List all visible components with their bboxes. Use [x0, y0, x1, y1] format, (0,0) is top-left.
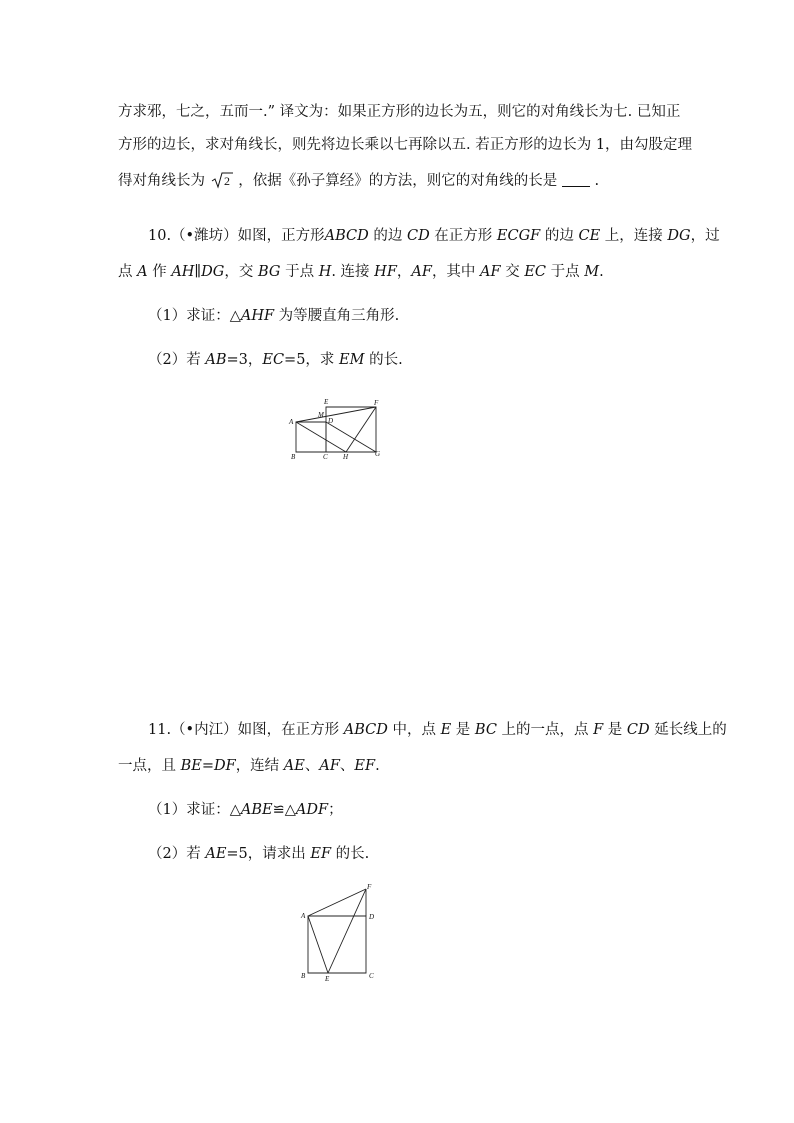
math-cd: CD: [626, 722, 650, 738]
math-adf: ADF: [295, 802, 329, 818]
text: 的长.: [364, 352, 403, 368]
label-b: B: [301, 972, 306, 980]
text: 的长.: [331, 846, 370, 862]
p10-question-1: [148, 306, 399, 326]
text: ，连结: [235, 758, 284, 774]
math-abcd: ABCD: [324, 228, 369, 244]
math-af: AF: [319, 758, 340, 774]
label-c: C: [323, 453, 328, 461]
label-b: B: [291, 453, 296, 461]
square-abcd: [308, 916, 366, 973]
label-f: F: [367, 883, 372, 891]
math-af: AF: [411, 264, 432, 280]
math-ec: EC: [262, 352, 285, 368]
text: 的边: [540, 228, 579, 244]
math-ef: EF: [310, 846, 332, 862]
p9-text-a: 得对角线长为: [118, 173, 205, 189]
segment-af: [308, 889, 366, 916]
math-ahf: AHF: [240, 308, 275, 324]
p9-text-c: .: [594, 173, 600, 189]
text: 于点: [280, 264, 319, 280]
text: =5，求: [284, 352, 340, 368]
text: 作: [147, 264, 172, 280]
label-f: F: [374, 399, 379, 407]
math-bg: BG: [257, 264, 281, 280]
p11-question-1: [148, 800, 343, 820]
label-d: D: [369, 913, 375, 921]
label-h: H: [343, 453, 349, 461]
p9-text-b: ，依据《孙子算经》的方法，则它的对角线的长是: [238, 173, 558, 189]
math-m: M: [584, 264, 600, 280]
label-e: E: [325, 975, 330, 983]
math-ce: CE: [578, 228, 601, 244]
text: ，: [396, 264, 412, 280]
math-f: F: [593, 722, 604, 738]
text: 中，点: [387, 722, 441, 738]
text: .: [375, 758, 380, 774]
text: 交: [500, 264, 525, 280]
text: 在正方形: [429, 228, 497, 244]
text: ，其中: [431, 264, 481, 280]
p9-line-3: [118, 170, 599, 191]
figure-problem-11: [296, 880, 386, 985]
answer-blank: [562, 172, 590, 187]
text: 点: [118, 264, 138, 280]
math-e: E: [440, 722, 452, 738]
segment-ah: [296, 422, 346, 452]
math-ae: AE: [205, 846, 227, 862]
text: 于点: [546, 264, 585, 280]
text: （1）求证：△: [148, 308, 241, 324]
label-g: G: [375, 450, 381, 458]
math-hf: HF: [374, 264, 397, 280]
segment-af: [296, 407, 376, 422]
text: ，交: [224, 264, 258, 280]
text: （2）若: [148, 352, 206, 368]
text: =5，请求出: [226, 846, 311, 862]
math-h: H: [318, 264, 332, 280]
math-ec: EC: [524, 264, 546, 280]
text: . 连接: [331, 264, 375, 280]
text: 为等腰直角三角形.: [274, 308, 400, 324]
math-ae: AE: [283, 758, 305, 774]
segment-ae: [308, 916, 328, 973]
label-d: D: [328, 417, 334, 425]
math-af: AF: [480, 264, 501, 280]
math-be-equals-df: BE=DF: [180, 758, 236, 774]
math-a: A: [137, 264, 148, 280]
p11-question-2: [148, 844, 369, 864]
segment-dg: [326, 422, 376, 452]
label-a: A: [289, 418, 294, 426]
math-ah-parallel-dg: AH∥DG: [171, 264, 225, 280]
math-dg: DG: [667, 228, 691, 244]
text: =3，: [226, 352, 263, 368]
text: （2）若: [148, 846, 206, 862]
figure-problem-10: [288, 396, 398, 468]
math-ef: EF: [354, 758, 376, 774]
math-ab: AB: [205, 352, 227, 368]
text: ，过: [690, 228, 720, 244]
math-ecgf: ECGF: [496, 228, 541, 244]
p9-line-1: 方求邪，七之，五而一.” 译文为：如果正方形的边长为五，则它的对角线长为七. 已知正: [118, 104, 681, 120]
problem-11-number: 11.（•内江）如图，在正方形: [148, 722, 344, 738]
p11-line-1: [148, 720, 727, 740]
p10-line-1: [148, 226, 720, 246]
math-abcd: ABCD: [343, 722, 388, 738]
problem-10-number: 10.（•潍坊）如图，正方形: [148, 228, 325, 244]
text: 一点，且: [118, 758, 181, 774]
label-m: M: [318, 411, 324, 419]
p10-question-2: [148, 350, 403, 370]
label-c: C: [369, 972, 374, 980]
text: 的边: [368, 228, 407, 244]
math-bc: BC: [474, 722, 497, 738]
text: （1）求证：△: [148, 802, 241, 818]
text: 、: [304, 758, 320, 774]
text: ；: [328, 802, 343, 818]
text: 上的一点，点: [496, 722, 594, 738]
math-cd: CD: [406, 228, 430, 244]
sqrt-two-expression: [210, 170, 234, 190]
text: 上，连接: [600, 228, 668, 244]
text: .: [599, 264, 604, 280]
p11-line-2: [118, 756, 380, 776]
p10-line-2: [118, 262, 604, 282]
text: 延长线上的: [649, 722, 727, 738]
text: 、: [339, 758, 355, 774]
label-a: A: [301, 912, 306, 920]
math-em: EM: [339, 352, 365, 368]
p9-line-2: 方形的边长，求对角线长，则先将边长乘以七再除以五. 若正方形的边长为 1，由勾股定理: [118, 137, 693, 153]
text: ≌△: [272, 802, 296, 818]
math-abe: ABE: [240, 802, 273, 818]
text: 是: [603, 722, 627, 738]
segment-hf: [346, 407, 376, 452]
segment-ef: [328, 889, 366, 973]
svg-text:2: 2: [223, 174, 230, 188]
label-e: E: [324, 398, 329, 406]
text: 是: [451, 722, 475, 738]
